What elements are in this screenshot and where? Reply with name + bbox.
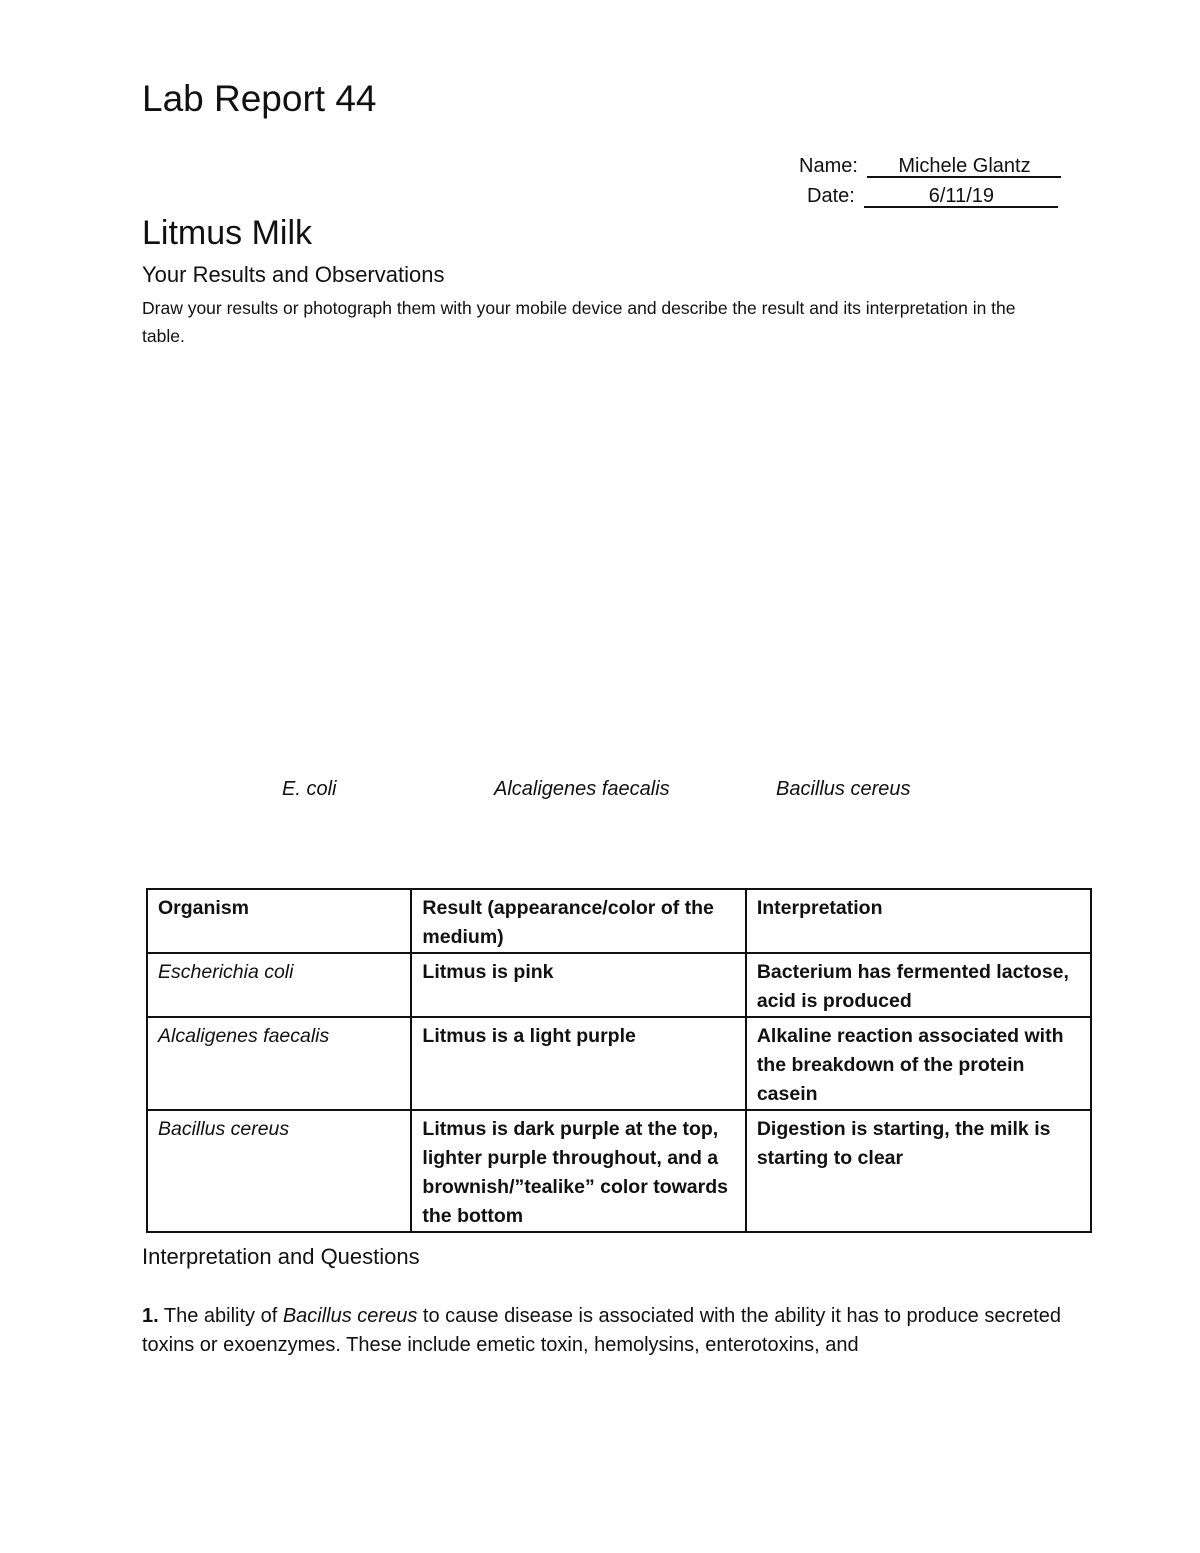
question-1 (142, 1302, 1062, 1360)
questions-title: Interpretation and Questions (142, 1244, 420, 1269)
subsection-title: Your Results and Observations (142, 262, 445, 287)
table-row (147, 1110, 1091, 1232)
caption-e-coli: E. coli (282, 778, 337, 800)
table-row (147, 1017, 1091, 1110)
name-row (799, 155, 1061, 178)
question-number: 1. (142, 1305, 159, 1327)
date-row (807, 185, 1058, 208)
cell-interpretation: Alkaline reaction associated with the breakdown of the protein casein (746, 1017, 1091, 1110)
section-title: Litmus Milk (142, 214, 313, 252)
cell-result: Litmus is dark purple at the top, lighter purple throughout, and a brownish/”tealike” color towards the bottom (411, 1110, 745, 1232)
report-title: Lab Report 44 (142, 78, 377, 119)
header-result: Result (appearance/color of the medium) (411, 889, 745, 953)
name-value: Michele Glantz (867, 156, 1061, 178)
instructions-text: Draw your results or photograph them with your mobile device and describe the result and its interpretation in the table. (142, 298, 1016, 346)
question-text-after: to cause disease is associated with the ability it has to produce secreted toxins or exoenzymes. These include emetic toxin, hemolysins, enterotoxins, and (142, 1305, 1062, 1356)
cell-organism: Escherichia coli (147, 953, 411, 1017)
cell-result: Litmus is a light purple (411, 1017, 745, 1110)
table-row (147, 953, 1091, 1017)
question-text-before: The ability of (158, 1305, 283, 1327)
caption-alcaligenes: Alcaligenes faecalis (494, 778, 670, 800)
cell-organism: Alcaligenes faecalis (147, 1017, 411, 1110)
caption-bacillus: Bacillus cereus (776, 778, 911, 800)
cell-interpretation: Bacterium has fermented lactose, acid is produced (746, 953, 1091, 1017)
results-table (146, 888, 1092, 1233)
table-header-row (147, 889, 1091, 953)
name-label: Name: (799, 155, 858, 177)
cell-interpretation: Digestion is starting, the milk is starting to clear (746, 1110, 1091, 1232)
question-organism: Bacillus cereus (282, 1305, 418, 1327)
header-organism: Organism (147, 889, 411, 953)
date-label: Date: (807, 185, 855, 207)
header-interpretation: Interpretation (746, 889, 1091, 953)
cell-organism: Bacillus cereus (147, 1110, 411, 1232)
date-value: 6/11/19 (864, 186, 1058, 208)
cell-result: Litmus is pink (411, 953, 745, 1017)
